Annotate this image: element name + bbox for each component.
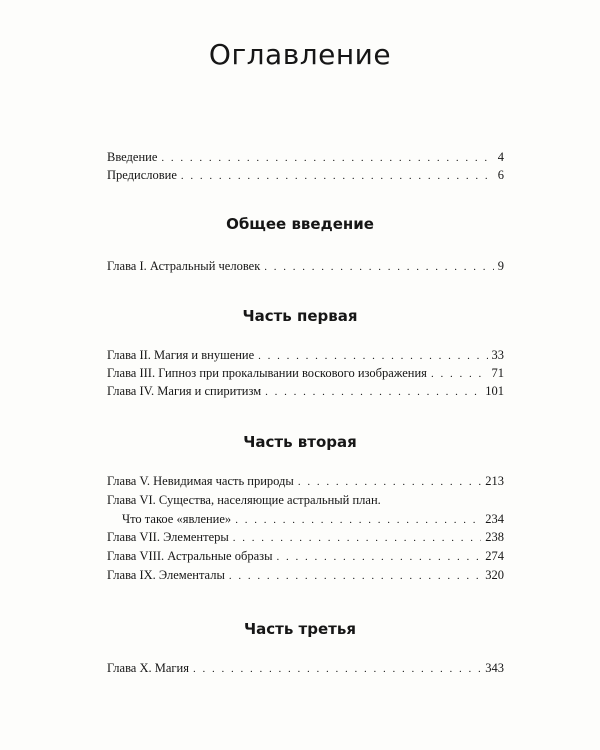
toc-entry-chapter-10 — [107, 659, 504, 677]
section-heading-general-introduction: Общее введение — [226, 215, 374, 233]
entry-label: Глава V. Невидимая часть природы — [107, 474, 294, 488]
toc-entry-introduction — [107, 148, 504, 166]
toc-entry-chapter-6-title: Глава VI. Существа, населяющие астральный план. — [107, 493, 381, 507]
toc-entry-chapter-1 — [107, 257, 504, 275]
dot-leader — [233, 529, 481, 547]
entry-page-number: 9 — [497, 259, 504, 273]
entry-label: Глава VII. Элементеры — [107, 530, 229, 544]
entry-page-number: 6 — [497, 168, 504, 182]
dot-leader — [264, 258, 493, 276]
entry-label: Глава III. Гипноз при прокалывании воскового изображения — [107, 366, 427, 380]
entry-page-number: 101 — [485, 384, 504, 398]
entry-page-number: 213 — [485, 474, 504, 488]
dot-leader — [193, 660, 481, 678]
dot-leader — [181, 167, 494, 185]
toc-entry-chapter-2 — [107, 346, 504, 364]
entry-page-number: 274 — [485, 549, 504, 563]
dot-leader — [276, 548, 481, 566]
entry-label: Глава X. Магия — [107, 661, 189, 675]
dot-leader — [235, 511, 481, 529]
entry-label: Глава II. Магия и внушение — [107, 348, 255, 362]
entry-label: Предисловие — [107, 168, 177, 182]
entry-label: Глава I. Астральный человек — [107, 259, 261, 273]
entry-label: Введение — [107, 150, 158, 164]
entry-label: Глава IX. Элементалы — [107, 568, 225, 582]
dot-leader — [431, 365, 488, 383]
entry-page-number: 4 — [497, 150, 504, 164]
entry-page-number: 33 — [491, 348, 504, 362]
entry-page-number: 238 — [485, 530, 504, 544]
toc-entry-chapter-7 — [107, 528, 504, 546]
toc-entry-chapter-6 — [122, 510, 504, 528]
dot-leader — [298, 473, 481, 491]
dot-leader — [265, 383, 481, 401]
entry-page-number: 320 — [485, 568, 504, 582]
entry-label: Глава IV. Магия и спиритизм — [107, 384, 262, 398]
dot-leader — [161, 149, 493, 167]
entry-label: Глава VIII. Астральные образы — [107, 549, 273, 563]
entry-page-number: 234 — [485, 512, 504, 526]
dot-leader — [258, 347, 487, 365]
toc-entry-chapter-5 — [107, 472, 504, 490]
toc-entry-chapter-4 — [107, 382, 504, 400]
entry-label-continuation: Что такое «явление» — [122, 512, 232, 526]
section-heading-part-one: Часть первая — [242, 307, 358, 325]
toc-entry-chapter-8 — [107, 547, 504, 565]
section-heading-part-three: Часть третья — [244, 620, 356, 638]
section-heading-part-two: Часть вторая — [243, 433, 357, 451]
toc-entry-chapter-3 — [107, 364, 504, 382]
page-title: Оглавление — [208, 38, 392, 71]
toc-entry-preface — [107, 166, 504, 184]
toc-entry-chapter-9 — [107, 566, 504, 584]
dot-leader — [229, 567, 481, 585]
entry-page-number: 343 — [485, 661, 504, 675]
entry-page-number: 71 — [491, 366, 504, 380]
